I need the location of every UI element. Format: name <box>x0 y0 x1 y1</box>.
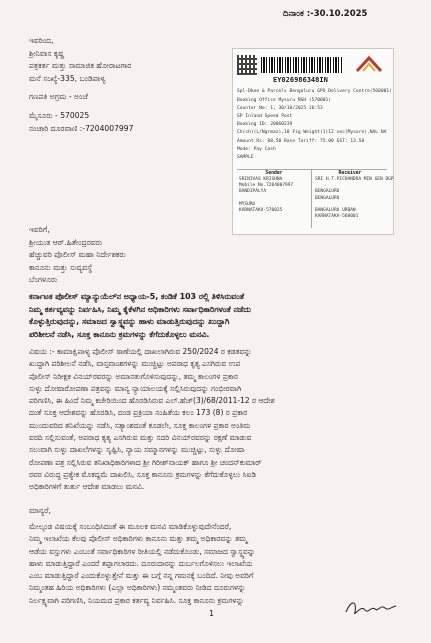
india-post-logo-icon <box>351 53 387 77</box>
receipt-line: Amount Rs: 88.50 Base Tariff: 75.00 GST: 13.50 <box>237 139 365 144</box>
sender-box-line: Mobile No.7204007997 <box>239 183 294 189</box>
subject-line: ಪರಿಶೀಲನೆ ನಡೆಸಿ, ಸೂಕ್ತ ಕಾನೂನು ಕ್ರಮಗಳನ್ನು ಕೆಗೆದುಕೊಳ್ಳಲು ಮನವಿ. <box>29 329 210 339</box>
sender-box-line: BANDIPALYA <box>239 189 267 195</box>
sender-line: ಮೈಸೂರು - 570025 <box>29 110 90 120</box>
sender-line: ಪತ್ರಕರ್ತ ಮತ್ತು ಸಾಮಾಜಿಕ ಹೋರಾಟಗಾರ <box>29 61 132 71</box>
receiver-box-line: BENGALURU <box>315 195 340 201</box>
paragraph-line: ರವರ ವಿರುದ್ಧ ಪ್ರತ್ಯೇಕ ಮೊಕದ್ದಮೆ ದಾಖಲಿಸಿ, ಸೂಕ್ತ ಕಾನೂನು ಕ್ರಮಗಳನ್ನು ಕೆಗೆದುಕೊಳ್ಳಲು ಸಿಐಡಿ <box>29 469 257 479</box>
qr-code-icon <box>237 55 257 75</box>
subject-paragraph <box>29 346 275 494</box>
paragraph-line: ಪೊಲೀಸ್ ನಿರೀಕ್ಷಕ ವಿನಯ್‌ರವರನ್ನು ಅಮಾನತುಗೊಳಿಸುವುದನ್ನು, ತಮ್ಮ ಕಾಲಂಗಳ ಪ್ರಕಾರ <box>29 371 238 381</box>
receipt-line: Spl-Dkee & Parcels Bengaluru GPO Delivery Centre(560001) <box>237 89 392 94</box>
receipt-line: Booking ID: 20860239 <box>237 122 293 127</box>
receiver-box-line: KARNATAKA-560001 <box>315 214 359 220</box>
barcode-icon <box>261 57 343 73</box>
paragraph-line: ಮೇಲ್ಕಂಡ ವಿಷಯಕ್ಕೆ ಸಂಬಂಧಿಸಿದಂತೆ ಈ ಮೂಲಕ ಮನವಿ ಮಾಡಿಕೊಳ್ಳುವುದೇನೆಂದರೆ, <box>29 522 232 531</box>
paragraph-line: ಹಾಳು ಮಾಡುತ್ತಿದ್ದಾರೆ ಎಂದರೆ ತಪ್ಪಾಗಲಾರದು. ದೂರುದಾರನ್ನು ದುರ್ಬಲಗೊಳಿಸಲು ಇಲಾಖೆಯ <box>29 558 253 568</box>
subject-line: ಕೊಳ್ಳುತ್ತಿರುವುದನ್ನು, ಸಮಾಜದ ಸ್ವಾಸ್ಥ್ಯವನ್ನು ಹಾಳು ಮಾಡುತ್ತಿರುವುದನ್ನು ಖುದ್ದಾಗಿ <box>29 317 230 326</box>
consignment-number: EY026986348IN <box>273 76 328 84</box>
recipient-line: ಬೆಂಗಳೂರು <box>29 275 58 285</box>
paragraph-line: ಖುದ್ದಾಗಿ ಪರಿಶೀಲನೆ ನಡೆಸಿ, ವಾಸ್ತವಾಂಶಗಳನ್ನು ಮುಚ್ಚಿಟ್ಟು ಅಪರಾಧ ಕೃತ್ಯ ಎಸಗಿರುವ ಉಪ <box>29 359 241 369</box>
body-paragraph <box>29 521 255 607</box>
address-boxes <box>237 169 394 228</box>
paragraph-line: ಸಲುವಾಗಿ ಸುಳ್ಳು ದಾಖಲೆಗಳನ್ನು ಸೃಷ್ಟಿಸಿ, ನ್ಯಾಯ ಸಮ್ಮಾನಗಳನ್ನು ಮುಚ್ಚಿಟ್ಟು, ಸುಳ್ಳು ದೋಷಾ <box>29 445 245 455</box>
recipient-block <box>29 224 126 287</box>
recipient-line: ಇವರಿಗೆ, <box>29 225 50 234</box>
page-number: 1 <box>209 609 215 618</box>
paragraph-line: ನಿರ್ಲಕ್ಷ್ಯವಾಗಿ ಪರಿಗಣಿಸಿ, ನಿಯಮದ ಪ್ರಕಾರ ಕರ್ತವ್ಯ ನಿರ್ವಹಿಸಿ. ಸೂಕ್ತ ಕಾನೂನು ಕ್ರಮಗಳನ್ನು <box>29 595 245 605</box>
paragraph-line: ನಿಮ್ಮ ಇಲಾಖೆಯ ಕೆಲವು ಪೊಲೀಸ್ ಅಧಿಕಾರಿಗಳು ಕಾನೂನು ಮತ್ತು ತಮ್ಮ ಅಧಿಕಾರವನ್ನು ತಮ್ಮ <box>29 534 248 544</box>
sender-line: ಮನೆ ಸಂಖ್ಯೆ-335, ಬಂಡಿಪಾಳ್ಯ <box>29 73 106 83</box>
receiver-box-line: SRI H.T.PICHANDRA MIN GEN DGP <box>315 177 394 182</box>
paragraph-line: ಸುಳ್ಳು ದೋಷಾರೋಪಣಾ ಪತ್ರವನ್ನು ಮಾನ್ಯ ನ್ಯಾಯಾಲಯಕ್ಕೆ ಸಲ್ಲಿಸಿರುವುದನ್ನು ಗಂಭೀರವಾಗಿ <box>29 383 242 393</box>
receiver-box-line: BENGALURU <box>315 189 340 195</box>
receipt-line: SP Inland Speed Post <box>237 114 293 119</box>
sender-box-title: Sender <box>265 171 283 176</box>
receipt-line: Booking Office Mysuru NSH (570001) <box>237 98 332 103</box>
sender-box-line: MYSURU <box>239 201 256 207</box>
receiver-box-title: Receiver <box>338 171 362 176</box>
paragraph-line: ವರದಿ ಸಲ್ಲಿಸುವಂತೆ, ಅಪರಾಧ ಕೃತ್ಯ ಎಸಗಿರುವ ಮತ್ತು ಸದರಿ ವಿನಯ್‌ರವರನ್ನು ರಕ್ಷಣೆ ಮಾಡುವ <box>29 433 252 443</box>
signature-icon <box>343 598 399 620</box>
paragraph-line: ಮುಂದುವರಿದ ತನಿಖೆಯನ್ನು ನಡೆಸಿ, ಸತ್ಯಾಂಶದಂತೆ ಕೂಡಲೇ, ಸೂಕ್ತ ಕಾಲಂಗಳ ಪ್ರಕಾರ ಅಂತಿಮ <box>29 420 251 430</box>
paragraph-line: ಎಂಬ ಮಾಡುತ್ತಿದ್ದಾರೆ ಎಂದುಕೊಳ್ಳುತ್ತೇನೆ ಮತ್ತು ಈ ಬಗ್ಗೆ ನನ್ನ ಗಮನಕ್ಕೆ ಬಂದಿದೆ. ನೀವು ಅವರಿಗೆ <box>29 571 254 581</box>
sender-line: ಇವರಿಂದ, <box>29 36 54 45</box>
receipt-line: Mode: Pay Cash <box>237 147 276 152</box>
speed-post-receipt <box>232 48 394 235</box>
salutation: ಮಾನ್ಯರೆ, <box>29 506 51 515</box>
sender-address-box <box>237 170 312 228</box>
paragraph-line: ಪರಿಗಣಿಸಿ, ಈ ಹಿಂದೆ ನಿಮ್ಮ ಕಚೇರಿಯಿಂದ ಹೊರಡಿಸಿರುವ ಎಲ್.ಹೆಚ್(3)/68/2011-12 ರ ಆದೇಶ <box>29 396 275 406</box>
recipient-line: ಶ್ರೀಯುತ ಆರ್.ಹಿತೇಂದ್ರರವರು <box>29 237 103 247</box>
paragraph-line: ನಿಮ್ಮಂತಹ ಹಿರಿಯ ಅಧಿಕಾರಿಗಳು (ಎಲ್ಲಾ ಅಧಿಕಾರಿಗಳು) ನಮ್ಮಂತವರು ನೀಡಿದ ದೂರುಗಳನ್ನು <box>29 583 246 593</box>
receiver-address-box <box>313 170 394 228</box>
sender-box-line: SRINIVAS KRISHNA <box>239 177 283 182</box>
sender-line: ಗಣಪತಿ ಅಗ್ರಮ - ಅಂಚೆ <box>29 92 88 102</box>
paragraph-line: ಆಡೆಯ ವಸ್ತುಗಳು ಎಂಬಂತೆ ಸರ್ವಾಧಿಕಾರಿಗಳ ರೀತಿಯಲ್ಲಿ ನಡೆದುಕೊಂಡು, ಸಮಾಜದ ಸ್ವಾಸ್ಥ್ಯವನ್ನು <box>29 546 256 556</box>
paragraph-line: ರೋಪಣಾ ಪತ್ರ ಸಲ್ಲಿಸಿರುವ ತನಿಖಾಧಿಕಾರಿಗಳಾದ ಶ್ರೀ ಗಿರೀಶ್‌ನಾಯಕ್ ಹಾಗೂ ಶ್ರೀ ಚಂದನ್‌ಕುಮಾರ್ <box>29 457 262 467</box>
recipient-line: ಹೆಚ್ಚುವರಿ ಪೊಲೀಸ್ ಮಹಾ ನಿರ್ದೇಶಕರು <box>29 250 126 260</box>
receipt-line: SAMPLE <box>237 155 254 160</box>
subject-heading <box>29 291 251 341</box>
paragraph-line: ವಿಷಯ :- ಕಾಮಾಕ್ಷಿಪಾಳ್ಯ ಪೊಲೀಸ್ ಠಾಣೆಯಲ್ಲಿ ದಾಖಲಾಗಿರುವ 250/2024 ರ ಕಡತವನ್ನು <box>29 347 252 356</box>
receipt-line: Ch(sh)(L/Ngrmaz),10 Fig Weight(1)12 sec(Mysore),NAL NA <box>237 130 387 135</box>
letter-date: ದಿನಾಂಕ :-30.10.2025 <box>283 9 368 19</box>
recipient-line: ಕಾನೂನು ಮತ್ತು ಸುವ್ಯವಸ್ಥೆ <box>29 262 93 272</box>
sender-line: ಶ್ರೀನಿವಾಸ ಕೃಷ್ಣ <box>29 48 65 58</box>
receiver-box-line: BANGALURU URBAN <box>315 208 356 214</box>
sender-line: ಸಂಚಾರಿ ದೂರವಾಣಿ :-7204007997 <box>29 123 134 133</box>
subject-line: ನಿಮ್ಮ ಕರ್ತವ್ಯವನ್ನು ನಿರ್ವಹಿಸಿ, ನಿಮ್ಮ ಕೈಕೆಳಗಿನ ಅಧಿಕಾರಿಗಳು ಸರ್ವಾಧಿಕಾರಿಗಳಂತೆ ನಡೆದು <box>29 304 251 314</box>
paragraph-line: ಅಧಿಕಾರಿಗಳಿಗೆ ತುರ್ತು ಆದೇಶ ಮಾಡಲು ಮನವಿ. <box>29 482 145 492</box>
subject-line: ಕರ್ನಾಟಕ ಪೊಲೀಸ್ ಮ್ಯಾನ್ಯುಯೆಲ್‌ನ ಅಧ್ಯಾಯ-5, ಕಂಡಿಕೆ 103 ರಲ್ಲಿ ತಿಳಿಸಿರುವಂತೆ <box>29 292 245 301</box>
sender-box-line: KARNATAKA-570025 <box>239 208 283 214</box>
sender-block <box>29 35 133 135</box>
receipt-line: Counter No: 1, 30/10/2025 16:53 <box>237 106 323 111</box>
paragraph-line: ದಂತೆ ಸೂಕ್ತ ಆದೇಶವನ್ನು ಹೊರಡಿಸಿ, ದಂಡ ಪ್ರಕ್ರಿಯಾ ಸಂಹಿತೆಯ ಕಲಂ 173 (8) ರ ಪ್ರಕಾರ <box>29 408 248 418</box>
